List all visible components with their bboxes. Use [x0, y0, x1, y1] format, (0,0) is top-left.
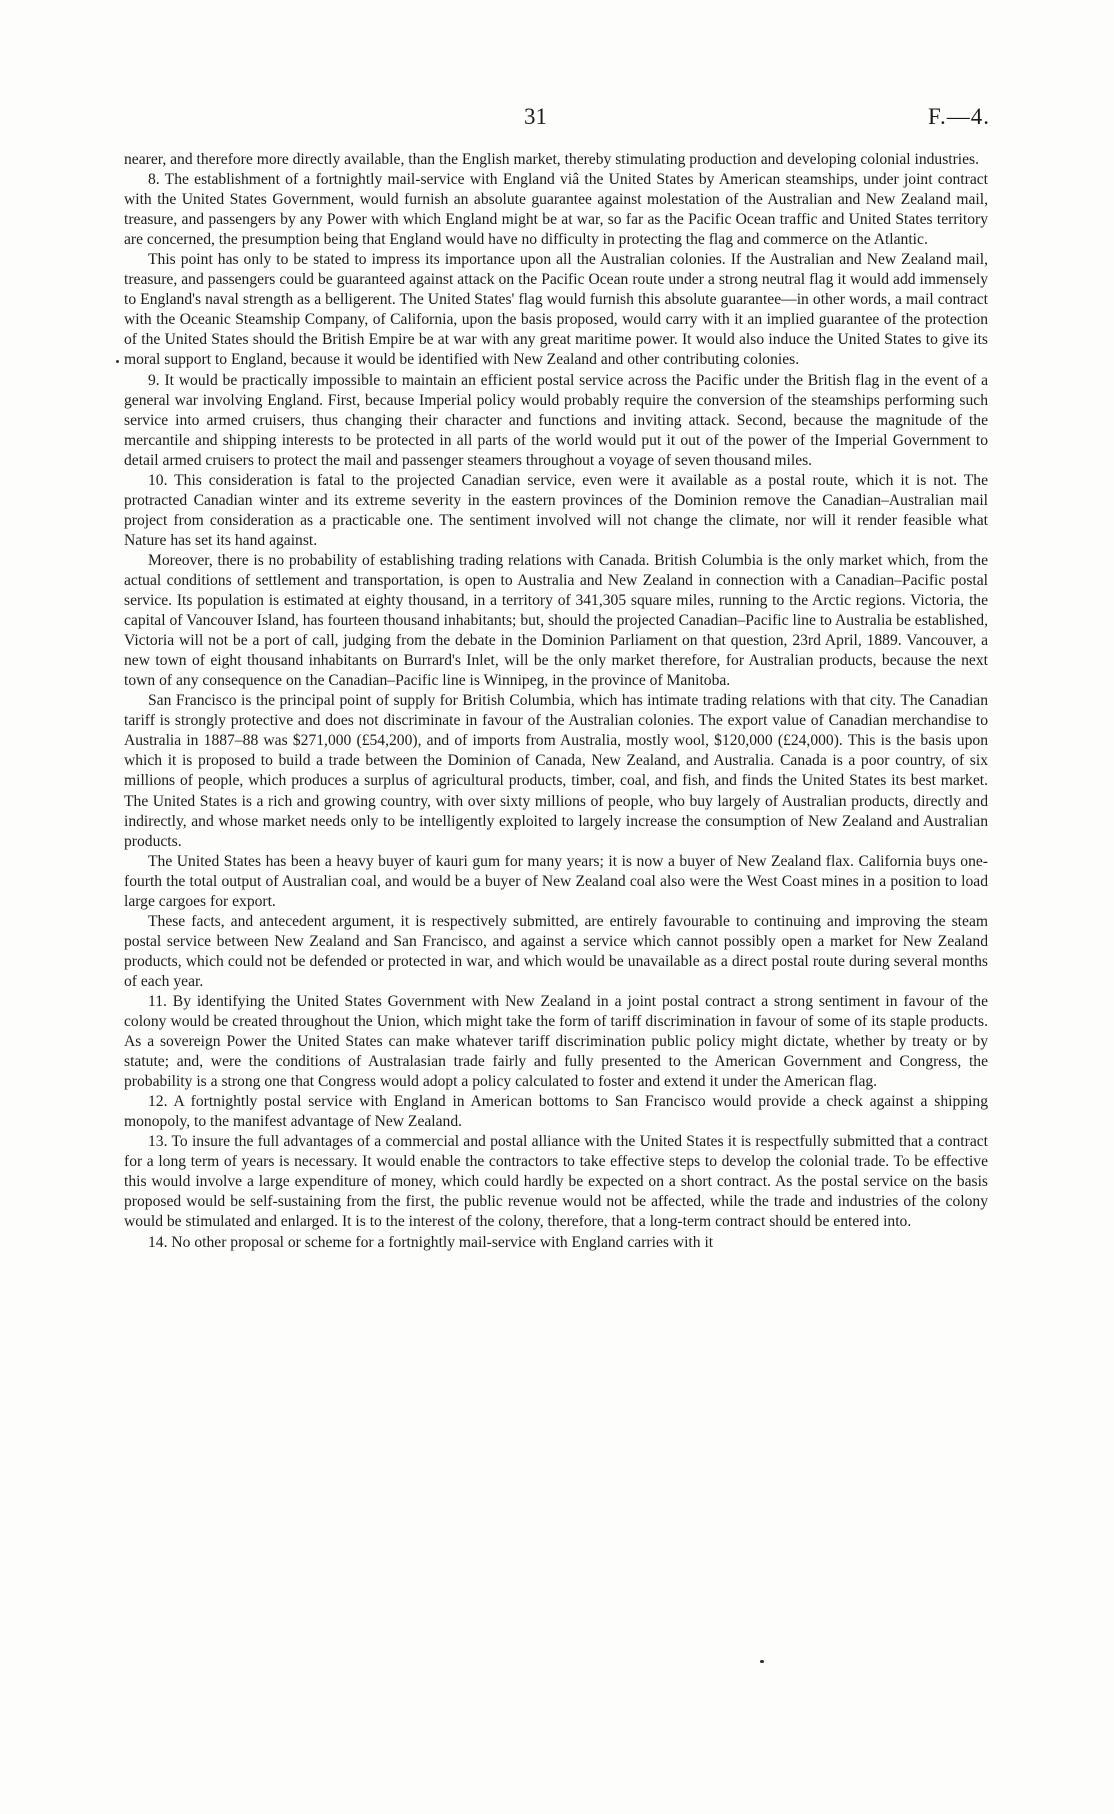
paragraph-10-canada-trade: Moreover, there is no probability of establishing trading relations with Canada. British Columbia is the only market which, from the actual conditions of settlement and transportation, is open to Australia and New Zealand in connection with a Canadian–Pacific postal service. Its population is estimated at eighty thousand, in a territory of 341,305 square miles, running to the Arctic regions. Victoria, the capital of Vancouver Island, has fourteen thousand inhabitants; but, should the projected Canadian–Pacific line to Australia be established, Victoria will not be a port of call, judging from the debate in the Dominion Parliament on that question, 23rd April, 1889. Vancouver, a new town of eight thousand inhabitants on Burrard's Inlet, will be the only market therefore, for Australian products, because the next town of any consequence on the Canadian–Pacific line is Winnipeg, in the province of Manitoba.	[124, 551, 988, 690]
paragraph-10-san-francisco: San Francisco is the principal point of supply for British Columbia, which has intimate trading relations with that city. The Canadian tariff is strongly protective and does not discriminate in favour of the Australian colonies. The export value of Canadian merchandise to Australia in 1887–88 was $271,000 (£54,200), and of imports from Australia, mostly wool, $120,000 (£24,000). This is the basis upon which it is proposed to build a trade between the Dominion of Canada, New Zealand, and Australia. Canada is a poor country, of six millions of people, which produces a surplus of agricultural products, timber, coal, and fish, and finds the United States its best market. The United States is a rich and growing country, with over sixty millions of people, who buy largely of Australian products, directly and indirectly, and whose market needs only to be intelligently exploited to largely increase the consumption of New Zealand and Australian products.	[124, 692, 988, 850]
paragraph-12: 12. A fortnightly postal service with England in American bottoms to San Francisco would provide a check against a shipping monopoly, to the manifest advantage of New Zealand.	[124, 1093, 988, 1131]
paragraph-10-conclusion: These facts, and antecedent argument, it is respectively submitted, are entirely favourable to continuing and improving the steam postal service between New Zealand and San Francisco, and against a service which cannot possibly open a market for New Zealand products, which could not be defended or protected in war, and which would be unavailable as a direct postal route during several months of each year.	[124, 912, 988, 990]
paragraph-11: 11. By identifying the United States Government with New Zealand in a joint postal contract a strong sentiment in favour of the colony would be created throughout the Union, which might take the form of tariff discrimination in favour of some of its staple products. As a sovereign Power the United States can make whatever tariff discrimination public policy might dictate, whether by treaty or by statute; and, were the conditions of Australasian trade fairly and fully presented to the American Government and Congress, the probability is a strong one that Congress would adopt a policy calculated to foster and extend it under the American flag.	[124, 992, 988, 1091]
paragraph-10-us-buyer: The United States has been a heavy buyer of kauri gum for many years; it is now a buyer of New Zealand flax. California buys one-fourth the total output of Australian coal, and would be a buyer of New Zealand coal also were the West Coast mines in a position to load large cargoes for export.	[124, 852, 988, 910]
paragraph-14: 14. No other proposal or scheme for a fortnightly mail-service with England carries with it	[148, 1233, 714, 1251]
paragraph-8: 8. The establishment of a fortnightly mail-service with England viâ the United States by American steamships, under joint contract with the United States Government, would furnish an absolute guarantee against molestation of the Australian and New Zealand mail, treasure, and passengers by any Power with which England might be at war, so far as the Pacific Ocean traffic and United States territory are concerned, the presumption being that England would have no difficulty in protecting the flag and commerce on the Atlantic.	[124, 171, 988, 249]
ink-speck	[116, 360, 119, 363]
page-number: 31	[524, 104, 547, 129]
page-header	[0, 104, 1114, 134]
document-reference: F.—4.	[928, 104, 990, 129]
paragraph-9: 9. It would be practically impossible to maintain an efficient postal service across the Pacific under the British flag in the event of a general war involving England. First, because Imperial policy would probably require the conversion of the steamships performing such service into armed cruisers, thus changing their character and functions and inviting attack. Second, because the magnitude of the mercantile and shipping interests to be protected in all parts of the world would put it out of the power of the Imperial Government to detail armed cruisers to protect the mail and passenger steamers throughout a voyage of seven thousand miles.	[124, 371, 988, 469]
paragraph-continuation: nearer, and therefore more directly available, than the English market, thereby stimulating production and developing colonial industries.	[124, 151, 980, 168]
body-text	[124, 150, 988, 1253]
paragraph-10: 10. This consideration is fatal to the projected Canadian service, even were it available as a postal route, which it is not. The protracted Canadian winter and its extreme severity in the eastern provinces of the Dominion remove the Canadian–Australian mail project from consideration as a practicable one. The sentiment involved will not change the climate, nor will it render feasible what Nature has set its hand against.	[124, 471, 988, 549]
ink-speck	[760, 1660, 764, 1663]
paragraph-13: 13. To insure the full advantages of a commercial and postal alliance with the United States it is respectfully submitted that a contract for a long term of years is necessary. It would enable the contractors to take effective steps to develop the colonial trade. To be effective this would involve a large expenditure of money, which could hardly be expected on a short contract. As the postal service on the basis proposed would be self-sustaining from the first, the public revenue would not be affected, while the trade and industries of the colony would be stimulated and enlarged. It is to the interest of the colony, therefore, that a long-term contract should be entered into.	[124, 1133, 988, 1231]
paragraph-8-continued: This point has only to be stated to impress its importance upon all the Australian colonies. If the Australian and New Zealand mail, treasure, and passengers could be guaranteed against attack on the Pacific Ocean route under a strong neutral flag it would add immensely to England's naval strength as a belligerent. The United States' flag would furnish this absolute guarantee—in other words, a mail contract with the Oceanic Steamship Company, of California, upon the basis proposed, would carry with it an implied guarantee of the protection of the United States should the British Empire be at war with any great maritime power. It would also induce the United States to give its moral support to England, because it would be identified with New Zealand and other contributing colonies.	[124, 251, 988, 369]
